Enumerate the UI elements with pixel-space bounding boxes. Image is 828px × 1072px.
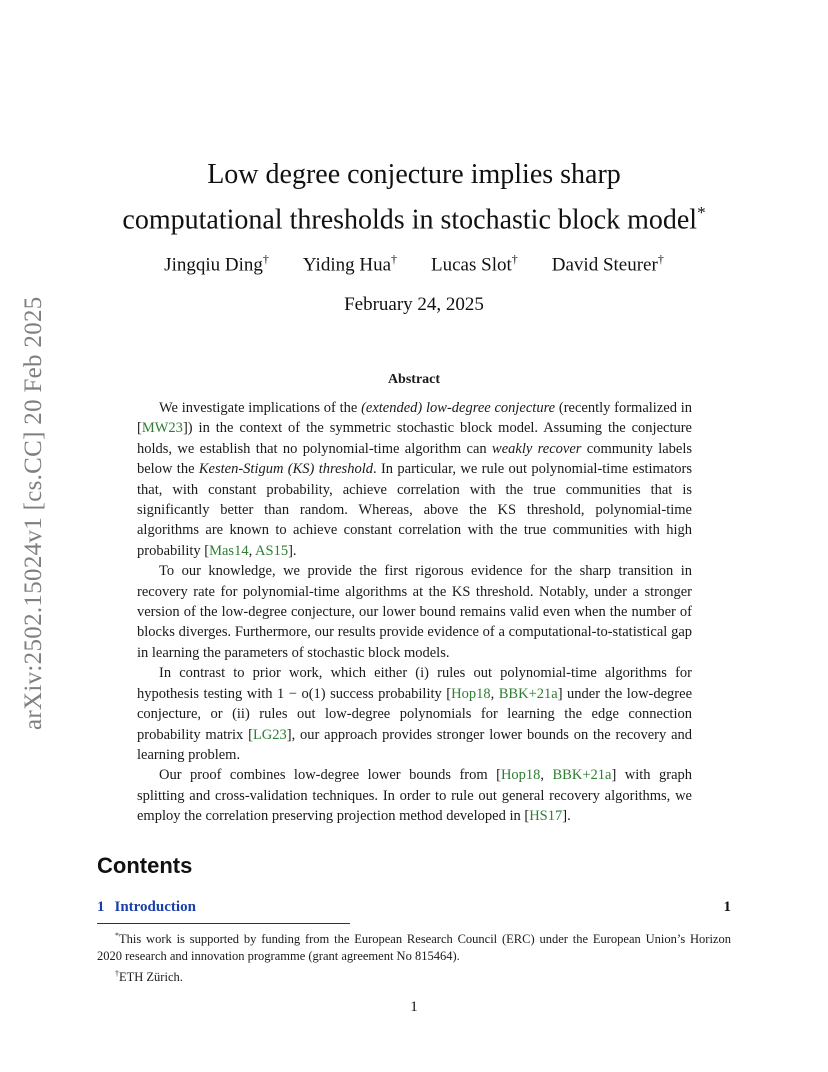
toc-section-number: 1 <box>97 899 105 915</box>
toc-section-title: Introduction <box>114 899 196 915</box>
footnote-text: ETH Zürich. <box>119 970 183 985</box>
abstract-heading: Abstract <box>387 372 441 387</box>
author-name: Lucas Slot <box>431 254 512 276</box>
emphasis-text: weakly recover <box>492 440 582 457</box>
text-run: community labels below the <box>137 440 693 478</box>
citation-link[interactable]: Hop18 <box>451 685 491 702</box>
text-run: , <box>490 685 499 702</box>
title-footnote-mark[interactable]: * <box>697 203 706 222</box>
toc-page-number: 1 <box>723 899 731 915</box>
abstract-body <box>137 398 692 827</box>
footnote-mark: * <box>115 931 119 940</box>
citation-link[interactable]: BBK+21a <box>552 767 612 784</box>
title-line-1: Low degree conjecture implies sharp <box>207 159 621 190</box>
author-list <box>100 252 728 276</box>
paper-title <box>80 156 748 239</box>
footnote-mark: † <box>115 969 119 979</box>
toc-entry-link[interactable] <box>97 899 196 916</box>
abstract-paragraph <box>137 398 692 561</box>
footnotes <box>97 927 731 986</box>
text-run: Our proof combines low-degree lower bounds from [ <box>159 767 501 784</box>
contents-heading: Contents <box>97 853 193 878</box>
abstract-paragraph: To our knowledge, we provide the first rigorous evidence for the sharp transition in recovery rate for polynomial-time algorithms at the KS threshold. Notably, under a stronger version of the low-degree conjecture, our lower bound remains valid even when the number of blocks diverges. Furthermore, our results provide evidence of a computational-to-statistical gap in learning the parameters of stochastic block models. <box>137 563 692 661</box>
author <box>431 252 518 276</box>
text-run: ] with graph splitting and cross-validation techniques. In order to rule out general recovery algorithms, we employ the correlation preserving projection method developed in [ <box>137 767 693 825</box>
text-run: , <box>248 542 256 559</box>
citation-link[interactable]: BBK+21a <box>498 685 558 702</box>
author-name: David Steurer <box>551 254 658 276</box>
emphasis-text: (extended) low-degree conjecture <box>361 400 556 416</box>
text-run: ]. <box>562 808 571 825</box>
author-affiliation-mark[interactable]: † <box>391 252 398 266</box>
title-line-2 <box>80 194 748 239</box>
author <box>552 252 664 276</box>
citation-link[interactable]: MW23 <box>141 420 183 437</box>
abstract-paragraph <box>137 663 692 765</box>
footnote-divider <box>97 923 350 924</box>
author <box>164 252 269 276</box>
text-run: , <box>540 767 553 784</box>
citation-link[interactable]: LG23 <box>252 726 287 743</box>
citation-link[interactable]: Mas14 <box>209 542 249 559</box>
author-affiliation-mark[interactable]: † <box>657 252 664 266</box>
author-name: Yiding Hua <box>302 254 392 276</box>
text-run: (recently formalized in [ <box>137 400 692 437</box>
citation-link[interactable]: HS17 <box>529 808 563 825</box>
author-name: Jingqiu Ding <box>164 254 263 276</box>
toc-entry-introduction[interactable] <box>97 899 731 916</box>
text-run: ]. <box>288 542 297 559</box>
author <box>303 252 397 276</box>
text-run: ], our approach provides stronger lower bounds on the recovery and learning problem. <box>137 726 693 763</box>
author-affiliation-mark[interactable]: † <box>511 252 518 266</box>
footnote-affiliation <box>97 965 731 986</box>
publication-date: February 24, 2025 <box>344 294 484 315</box>
text-run: ]) in the context of the symmetric stochastic block model. Assuming the conjecture holds, we establish that no polynomial-time algorithm can <box>137 420 692 457</box>
footnote-funding <box>97 927 731 965</box>
text-run: We investigate implications of the <box>159 400 362 416</box>
title-line-2-text: computational thresholds in stochastic block model <box>122 204 698 236</box>
author-affiliation-mark[interactable]: † <box>262 252 269 266</box>
page-number: 1 <box>410 999 418 1015</box>
footnote-text: This work is supported by funding from the European Research Council (ERC) under the European Union’s Horizon 2020 research and innovation programme (grant agreement No 815464). <box>97 932 731 964</box>
text-run: . In particular, we rule out polynomial-time estimators that, with constant probability, achieve correlation with the true communities that is significantly better than random. Whereas, above the KS threshold, polynomial-time algorithms are known to achieve constant correlation with the true communities with high probability [ <box>137 461 693 559</box>
emphasis-text: Kesten-Stigum (KS) threshold <box>198 461 373 478</box>
abstract-paragraph <box>137 765 692 826</box>
text-run: ] under the low-degree conjecture, or (ii) rules out low-degree polynomials for learning the edge connection probability matrix [ <box>137 685 693 743</box>
citation-link[interactable]: Hop18 <box>500 767 541 784</box>
text-run: In contrast to prior work, which either (i) rules out polynomial-time algorithms for hypothesis testing with 1 − o(1) success probability [ <box>137 665 692 702</box>
arxiv-identifier-stamp[interactable]: arXiv:2502.15024v1 [cs.CC] 20 Feb 2025 <box>20 296 47 730</box>
citation-link[interactable]: AS15 <box>255 542 289 559</box>
